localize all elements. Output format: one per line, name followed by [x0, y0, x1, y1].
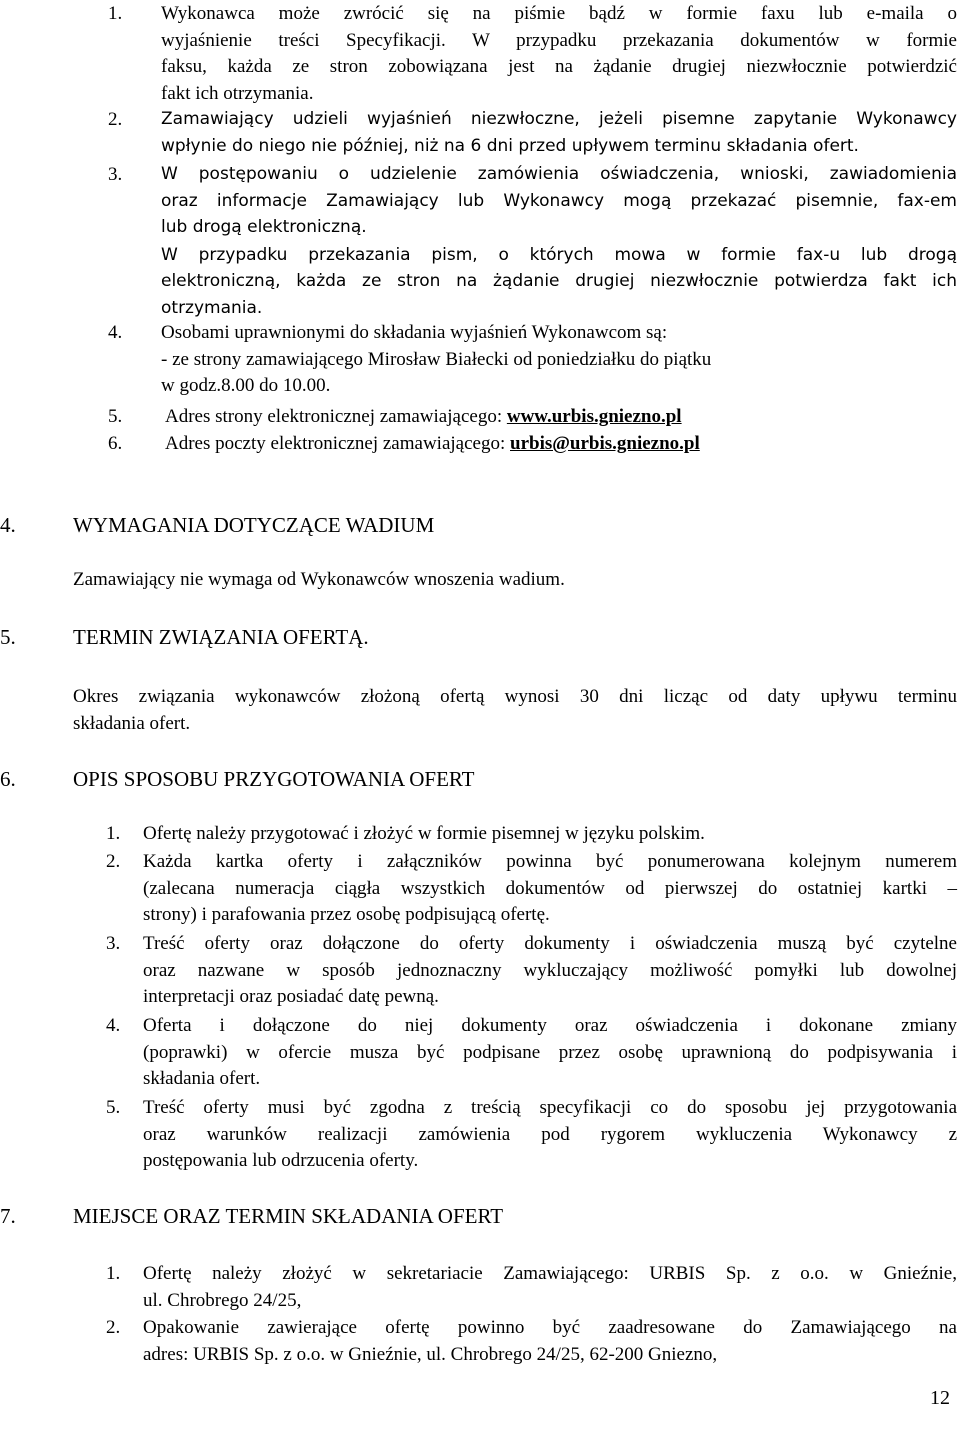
list-line: ul. Chrobrego 24/25, [143, 1290, 302, 1311]
list-line: fakt ich otrzymania. [161, 83, 314, 104]
list-number: 2. [108, 109, 123, 130]
list-line [165, 403, 957, 430]
address-label: Adres poczty elektronicznej zamawiającego: [165, 433, 510, 454]
list-number: 1. [106, 823, 121, 844]
list-line: strony) i parafowania przez osobę podpisującą ofertę. [143, 904, 550, 925]
section-number: 4. [0, 513, 16, 537]
list-line: Treść oferty musi być zgodna z treścią specyfikacji co do sposobu jej przygotowania [143, 1097, 957, 1118]
website-link[interactable]: www.urbis.gniezno.pl [506, 406, 682, 427]
list-line: Każda kartka oferty i załączników powinna być ponumerowana kolejnym numerem [143, 851, 957, 872]
list-line: faksu, każda ze stron zobowiązana jest na żądanie drugiej niezwłocznie potwierdzić [161, 56, 957, 77]
list-line: wyjaśnienie treści Specyfikacji. W przypadku przekazania dokumentów w formie [161, 30, 957, 51]
list-line: Opakowanie zawierające ofertę powinno być zaadresowane do Zamawiającego na [143, 1317, 957, 1338]
list-line: w godz.8.00 do 10.00. [161, 375, 331, 396]
list-line: postępowania lub odrzucenia oferty. [143, 1150, 419, 1171]
list-line: interpretacji oraz posiadać datę pewną. [143, 986, 439, 1007]
list-number: 4. [106, 1015, 121, 1036]
list-line: oraz informacje Zamawiający lub Wykonawcy mogą przekazać pisemnie, fax-em [161, 191, 957, 211]
list-line: lub drogą elektroniczną. [161, 217, 367, 237]
list-line: - ze strony zamawiającego Mirosław Białecki od poniedziałku do piątku [161, 349, 712, 370]
list-line: otrzymania. [161, 298, 263, 318]
section-title: TERMIN ZWIĄZANIA OFERTĄ. [73, 625, 369, 649]
list-number: 2. [106, 1317, 121, 1338]
section-number: 6. [0, 767, 16, 791]
list-line: adres: URBIS Sp. z o.o. w Gnieźnie, ul. Chrobrego 24/25, 62-200 Gniezno, [143, 1344, 718, 1365]
list-line: elektroniczną, każda ze stron na żądanie drugiej niezwłocznie potwierdza fakt ich [161, 271, 957, 291]
list-number: 4. [108, 322, 123, 343]
list-line: Treść oferty oraz dołączone do oferty dokumenty i oświadczenia muszą być czytelne [143, 933, 957, 954]
section-title: WYMAGANIA DOTYCZĄCE WADIUM [73, 513, 435, 537]
list-number: 1. [106, 1263, 121, 1284]
address-label: Adres strony elektronicznej zamawiającego: [165, 406, 507, 427]
list-number: 2. [106, 851, 121, 872]
list-number: 1. [108, 3, 123, 24]
email-link[interactable]: urbis@urbis.gniezno.pl [510, 433, 700, 454]
list-line: oraz nazwane w sposób jednoznaczny wykluczający możliwość pomyłki lub dowolnej [143, 960, 957, 981]
list-line: Zamawiający udzieli wyjaśnień niezwłoczne, jeżeli pisemne zapytanie Wykonawcy [161, 109, 957, 129]
section-title: OPIS SPOSOBU PRZYGOTOWANIA OFERT [73, 767, 475, 791]
page-number: 12 [930, 1387, 950, 1409]
list-line: Oferta i dołączone do niej dokumenty oraz oświadczenia i dokonane zmiany [143, 1015, 957, 1036]
list-number: 6. [108, 433, 123, 454]
list-line: (poprawki) w ofercie musza być podpisane przez osobę uprawnioną do podpisywania i [143, 1042, 957, 1063]
list-line: składania ofert. [143, 1068, 261, 1089]
list-line: oraz warunków realizacji zamówienia pod rygorem wykluczenia Wykonawcy z [143, 1124, 957, 1145]
section-body: składania ofert. [73, 713, 191, 734]
section-body: Okres związania wykonawców złożoną ofertą wynosi 30 dni licząc od daty upływu terminu [73, 686, 957, 707]
list-line: W przypadku przekazania pism, o których mowa w formie fax-u lub drogą [161, 245, 957, 265]
section-body: Zamawiający nie wymaga od Wykonawców wnoszenia wadium. [73, 569, 565, 590]
list-line: Wykonawca może zwrócić się na piśmie bądź w formie faxu lub e-maila o [161, 3, 957, 24]
list-line: Ofertę należy złożyć w sekretariacie Zamawiającego: URBIS Sp. z o.o. w Gnieźnie, [143, 1263, 957, 1284]
section-title: MIEJSCE ORAZ TERMIN SKŁADANIA OFERT [73, 1204, 504, 1228]
section-number: 7. [0, 1204, 16, 1228]
list-number: 3. [106, 933, 121, 954]
list-number: 5. [108, 406, 123, 427]
list-number: 3. [108, 164, 123, 185]
list-line [165, 430, 957, 457]
list-line: Ofertę należy przygotować i złożyć w formie pisemnej w języku polskim. [143, 823, 705, 844]
list-line: (zalecana numeracja ciągła wszystkich dokumentów od pierwszej do ostatniej kartki – [143, 878, 957, 899]
section-number: 5. [0, 625, 16, 649]
list-line: W postępowaniu o udzielenie zamówienia oświadczenia, wnioski, zawiadomienia [161, 164, 957, 184]
list-line: wpłynie do niego nie później, niż na 6 dni przed upływem terminu składania ofert. [161, 136, 859, 156]
list-number: 5. [106, 1097, 121, 1118]
list-line: Osobami uprawnionymi do składania wyjaśnień Wykonawcom są: [161, 322, 668, 343]
